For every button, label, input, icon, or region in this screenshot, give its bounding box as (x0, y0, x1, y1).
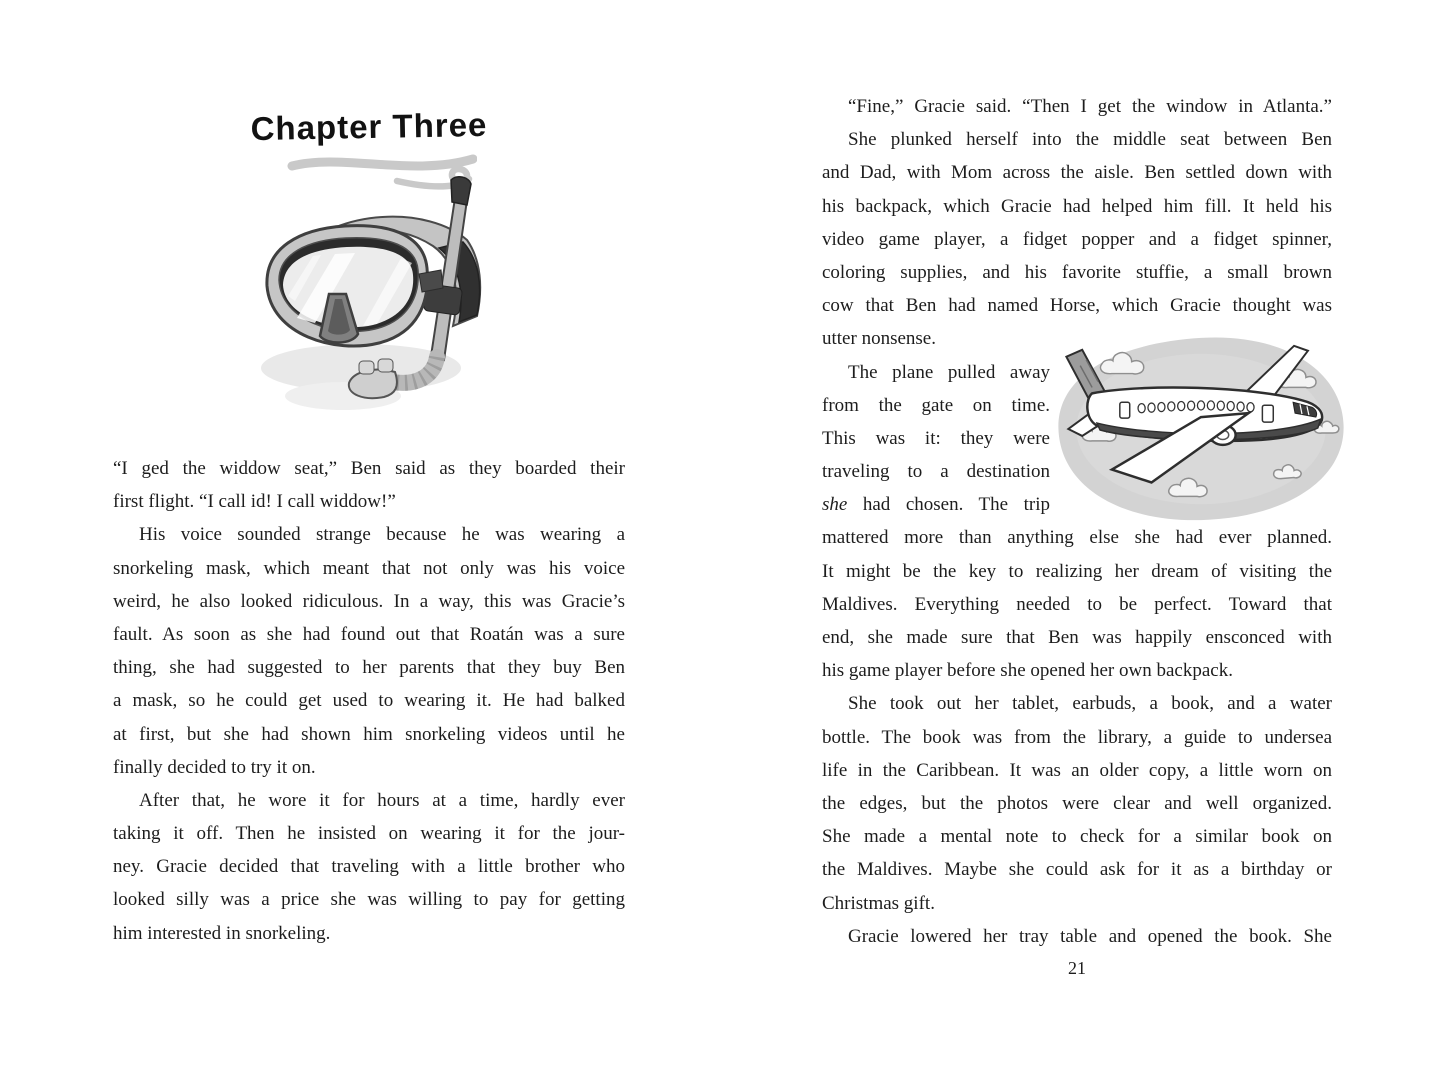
text-line: It might be the key to realizing her dream of visiting the (822, 560, 1332, 582)
text-line: mattered more than anything else she had ever planned. (822, 527, 1332, 549)
text-line: life in the Caribbean. It was an older copy, a little worn on (822, 759, 1332, 781)
text-line: video game player, a fidget popper and a fidget spinner, (822, 228, 1332, 250)
text-line: utter nonsense. (822, 328, 936, 350)
text-line: cow that Ben had named Horse, which Gracie thought was (822, 295, 1332, 317)
text-line: she had chosen. The trip (822, 494, 1050, 516)
text-line: She took out her tablet, earbuds, a book, and a water (848, 693, 1332, 715)
text-line: the Maldives. Maybe she could ask for it as a birthday or (822, 859, 1332, 881)
text-line: at first, but she had shown him snorkeling videos until he (113, 723, 625, 745)
text-line: the edges, but the photos were clear and well organized. (822, 792, 1332, 814)
paragraph (113, 452, 625, 518)
text-line: His voice sounded strange because he was wearing a (139, 524, 625, 546)
text-line: Christmas gift. (822, 892, 935, 914)
text-line: his backpack, which Gracie had helped him fill. It held his (822, 195, 1332, 217)
text-line: Gracie lowered her tray table and opened the book. She (848, 925, 1332, 947)
paragraph (822, 687, 1332, 919)
text-wrap-column (822, 356, 1050, 522)
page-number: 21 (1068, 958, 1086, 978)
text-line: bottle. The book was from the library, a guide to undersea (822, 726, 1332, 748)
paragraph (822, 90, 1332, 123)
paragraph (113, 518, 625, 784)
text-line: looked silly was a price she was willing to pay for getting (113, 889, 625, 911)
text-line: him interested in snorkeling. (113, 922, 331, 944)
snorkel-mask-illustration (243, 168, 528, 418)
text-line: thing, she had suggested to her parents that they buy Ben (113, 657, 625, 679)
paragraph (822, 920, 1332, 953)
text-line: from the gate on time. (822, 394, 1050, 416)
text-line: She made a mental note to check for a similar book on (822, 826, 1332, 848)
text-line: ney. Gracie decided that traveling with a little brother who (113, 856, 625, 878)
text-line: traveling to a destination (822, 461, 1050, 483)
text-line: finally decided to try it on. (113, 756, 316, 778)
paragraph (822, 123, 1332, 355)
text-line: “Fine,” Gracie said. “Then I get the window in Atlanta.” (848, 96, 1332, 117)
paragraph (113, 784, 625, 950)
left-page-text (113, 452, 625, 950)
paragraph (822, 521, 1332, 687)
text-line: She plunked herself into the middle seat between Ben (848, 129, 1332, 151)
text-line: taking it off. Then he insisted on wearing it for the jour- (113, 823, 625, 845)
text-line: end, she made sure that Ben was happily ensconced with (822, 627, 1332, 648)
text-line: This was it: they were (822, 427, 1050, 449)
text-line: and Dad, with Mom across the aisle. Ben settled down with (822, 162, 1332, 184)
text-line: snorkeling mask, which meant that not only was his voice (113, 557, 625, 579)
text-line: The plane pulled away (848, 361, 1050, 383)
text-line: fault. As soon as she had found out that Roatán was a sure (113, 623, 625, 645)
text-line: Maldives. Everything needed to be perfect. Toward that (822, 593, 1332, 615)
airplane-illustration (1052, 330, 1350, 528)
text-line: coloring supplies, and his favorite stuffie, a small brown (822, 261, 1332, 283)
text-line: his game player before she opened her own backpack. (822, 660, 1233, 682)
text-line: a mask, so he could get used to wearing it. He had balked (113, 690, 625, 712)
text-line: weird, he also looked ridiculous. In a way, this was Gracie’s (113, 590, 625, 612)
text-line: “I ged the widdow seat,” Ben said as they boarded their (113, 458, 625, 479)
text-line: first flight. “I call id! I call widdow!” (113, 491, 396, 513)
text-line: After that, he wore it for hours at a time, hardly ever (139, 789, 625, 811)
chapter-title: Chapter Three (250, 105, 488, 148)
